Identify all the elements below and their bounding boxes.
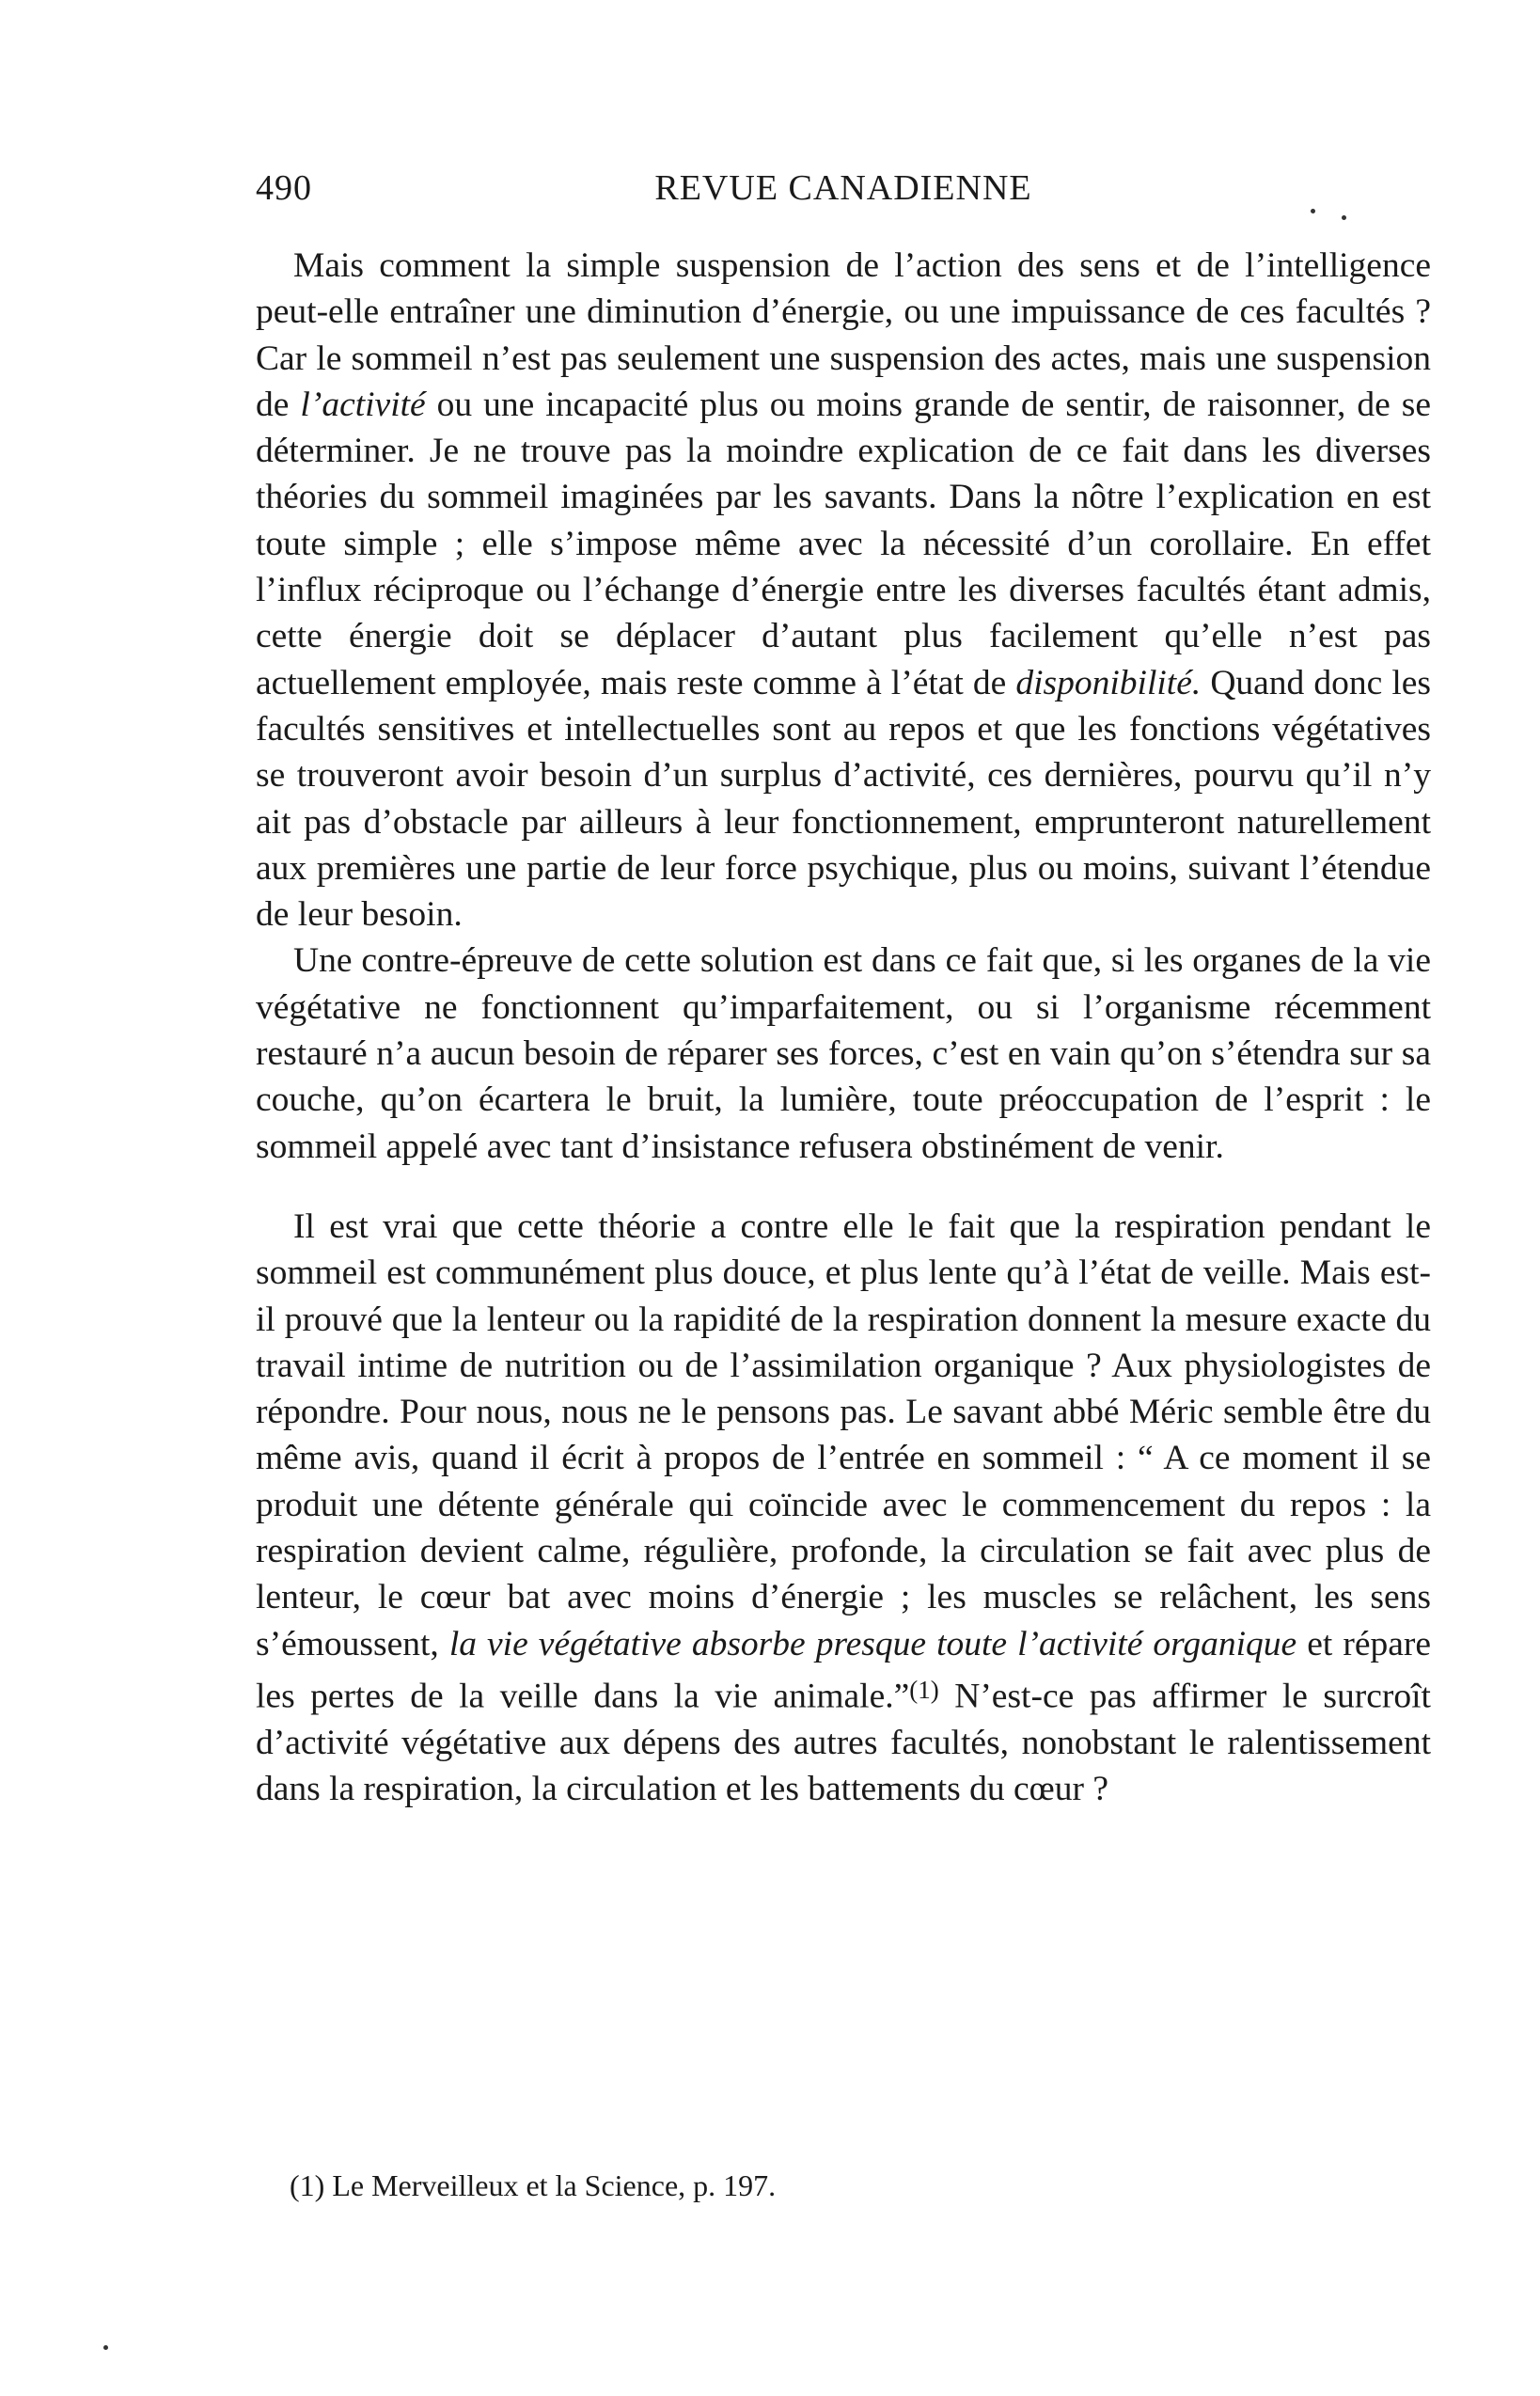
paragraph-3-text-c: N’est-ce pas affirmer le surcroît d’activité végétative aux dépens des autres facultés, nonobstant le ralentissement dans la respiration, la circulation et les battements du cœur ? [256,1677,1431,1808]
paragraph-1-text-a: Mais comment la simple suspension de l’action des sens et de l’intelligence peut-elle entraîner une diminution d’énergie, ou une impuissance de ces facultés ? Car le sommeil n’est pas seulement une suspension des actes, mais une suspension de [256,246,1431,424]
page-number: 490 [256,168,312,208]
print-speck [1311,209,1315,213]
paragraph-3 [256,1204,1431,1812]
print-speck [103,2345,108,2350]
print-speck [1342,215,1346,220]
paragraph-3-text-b: et répare les pertes de la veille dans la vie animale.” [256,1624,1431,1716]
paragraph-1-text-c: Quand donc les facultés sensitives et intellectuelles sont au repos et que les fonctions végétatives se trouveront avoir besoin d’un surplus d’activité, ces dernières, pourvu qu’il n’y ait pas d’obstacle par ailleurs à leur fonctionnement, emprunteront naturellement aux premières une partie de leur force psychique, plus ou moins, suivant l’étendue de leur besoin. [256,663,1431,935]
paragraph-1-italic-activite: l’activité [300,385,426,424]
paragraph-1-italic-disponibilite: disponibilité. [1015,663,1202,702]
paragraph-1 [256,243,1431,938]
paragraph-3-text-a: Il est vrai que cette théorie a contre elle le fait que la respiration pendant le sommeil est communément plus douce, et plus lente qu’à l’état de veille. Mais est-il prouvé que la lenteur ou la rapidité de la respiration donnent la mesure exacte du travail intime de nutrition ou de l’assimilation organique ? Aux physiologistes de répondre. Pour nous, nous ne le pensons pas. Le savant abbé Méric semble être du même avis, quand il écrit à propos de l’entrée en sommeil : “ A ce moment il se produit une détente générale qui coïncide avec le commencement du repos : la respiration devient calme, régulière, profonde, la circulation se fait avec plus de lenteur, le cœur bat avec moins d’énergie ; les muscles se relâchent, les sens s’émoussent, [256,1206,1431,1663]
footnote-reference: (1) [909,1675,939,1704]
footnote: (1) Le Merveilleux et la Science, p. 197. [290,2168,777,2202]
journal-title: REVUE CANADIENNE [654,168,1032,208]
paragraph-2: Une contre-épreuve de cette solution est dans ce fait que, si les organes de la vie végétative ne fonctionnent qu’imparfaitement, ou si l’organisme récemment restauré n’a aucun besoin de réparer ses forces, c’est en vain qu’on s’étendra sur sa couche, qu’on écartera le bruit, la lumière, toute préoccupation de l’esprit : le sommeil appelé avec tant d’insistance refusera obstinément de venir. [256,941,1431,1166]
running-head [256,167,1431,224]
paragraph-1-text-b: ou une incapacité plus ou moins grande de sentir, de raisonner, de se déterminer. Je ne trouve pas la moindre explication de ce fait dans les diverses théories du sommeil imaginées par les savants. Dans la nôtre l’explication en est toute simple ; elle s’impose même avec la nécessité d’un corollaire. En effet l’influx réciproque ou l’échange d’énergie entre les diverses facultés étant admis, cette énergie doit se déplacer d’autant plus facilement qu’elle n’est pas actuellement employée, mais reste comme à l’état de [256,385,1431,702]
body-text [256,243,1431,1812]
paragraph-3-italic-quote: la vie végétative absorbe presque toute l’activité organique [448,1624,1297,1663]
